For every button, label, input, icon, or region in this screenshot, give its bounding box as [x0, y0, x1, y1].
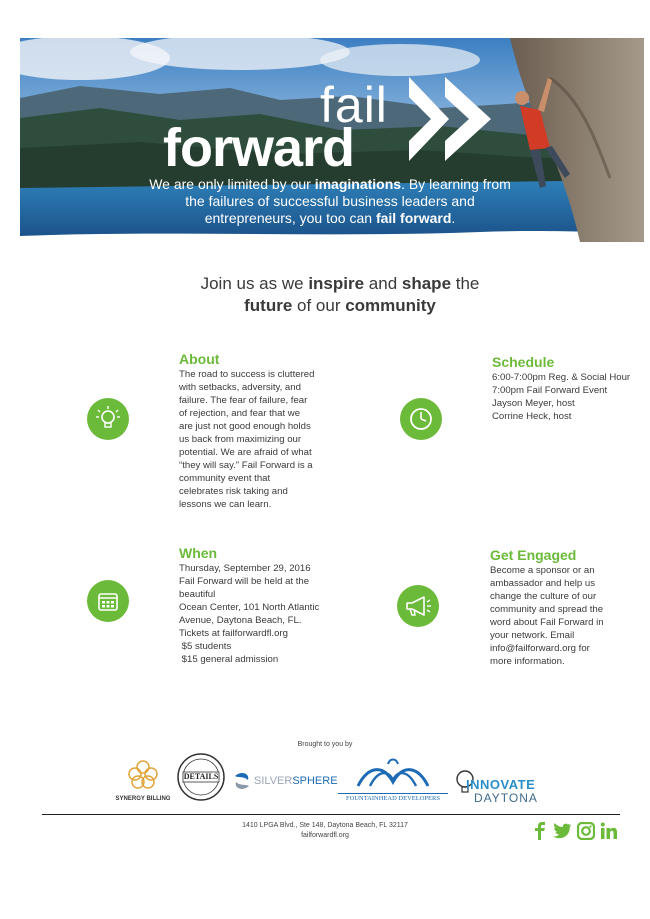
when-section: [179, 544, 349, 666]
schedule-body: 6:00-7:00pm Reg. & Social Hour 7:00pm Fail Forward Event Jayson Meyer, host Corrine Heck, host: [492, 372, 631, 422]
fountain-logo-icon: [348, 756, 438, 788]
sponsor-synergy-billing: SYNERGY BILLING: [112, 757, 174, 802]
calendar-icon: [87, 580, 129, 622]
footer-divider: [42, 814, 620, 815]
lightbulb-icon: [87, 398, 129, 440]
facebook-icon[interactable]: [533, 822, 547, 840]
get-engaged-title: Get Engaged: [490, 547, 577, 563]
about-section: [179, 350, 349, 511]
instagram-icon[interactable]: [577, 822, 595, 840]
megaphone-icon: [397, 585, 439, 627]
subheading: Join us as we inspire and shape the future of our community: [200, 274, 480, 315]
linkedin-icon[interactable]: [600, 822, 618, 840]
synergy-flower-logo-icon: [123, 757, 163, 791]
footer-website[interactable]: failforwardfl.org: [301, 832, 349, 839]
schedule-section: [492, 353, 642, 423]
about-title: About: [179, 351, 220, 367]
schedule-title: Schedule: [492, 354, 555, 370]
sponsor-details-seal: DETAILS: [176, 752, 226, 802]
clock-icon: [400, 398, 442, 440]
double-chevron-arrow-icon: [405, 71, 497, 167]
when-body: Thursday, September 29, 2016 Fail Forward will be held at the beautiful Ocean Center, 101 North Atlantic Avenue, Daytona Beach, FL. Tickets at failforwardfl.org $5 students $15 general admission: [179, 563, 320, 665]
twitter-icon[interactable]: [552, 822, 572, 840]
when-title: When: [179, 545, 218, 561]
sponsor-silversphere: SILVER SPHERE: [232, 770, 338, 792]
sponsor-fountainhead: FOUNTAINHEAD DEVELOPERS: [338, 756, 448, 802]
silversphere-swirl-icon: [232, 770, 252, 792]
social-links: [533, 822, 618, 840]
sponsor-innovate-daytona: INNOVATE DAYTONA: [456, 767, 556, 807]
get-engaged-body: Become a sponsor or an ambassador and help us change the culture of our community and spread the word about Fail Forward in your network. Email info@failforward.org for more information.: [490, 565, 604, 667]
logo-forward-text: forward: [163, 118, 355, 178]
hero-banner: [20, 38, 644, 242]
brought-to-you-by: Brought to you by: [297, 741, 353, 748]
footer-address: 1410 LPGA Blvd., Ste 148, Daytona Beach, FL 32117 failforwardfl.org: [0, 821, 650, 841]
about-body: The road to success is cluttered with setbacks, adversity, and failure. The fear of failure, fear of rejection, and fear that we are just not good enough holds us back from maximizing our potential. We are afraid of what “they will say.” Fail Forward is a community event that celebrates risk taking and lessons we can learn.: [179, 369, 315, 510]
hero-tagline: We are only limited by our imaginations. By learning from the failures of successful business leaders and entrepreneurs, you too can fail forward.: [149, 176, 511, 226]
logo-fail-text: fail: [320, 77, 388, 133]
get-engaged-section: [490, 546, 640, 668]
